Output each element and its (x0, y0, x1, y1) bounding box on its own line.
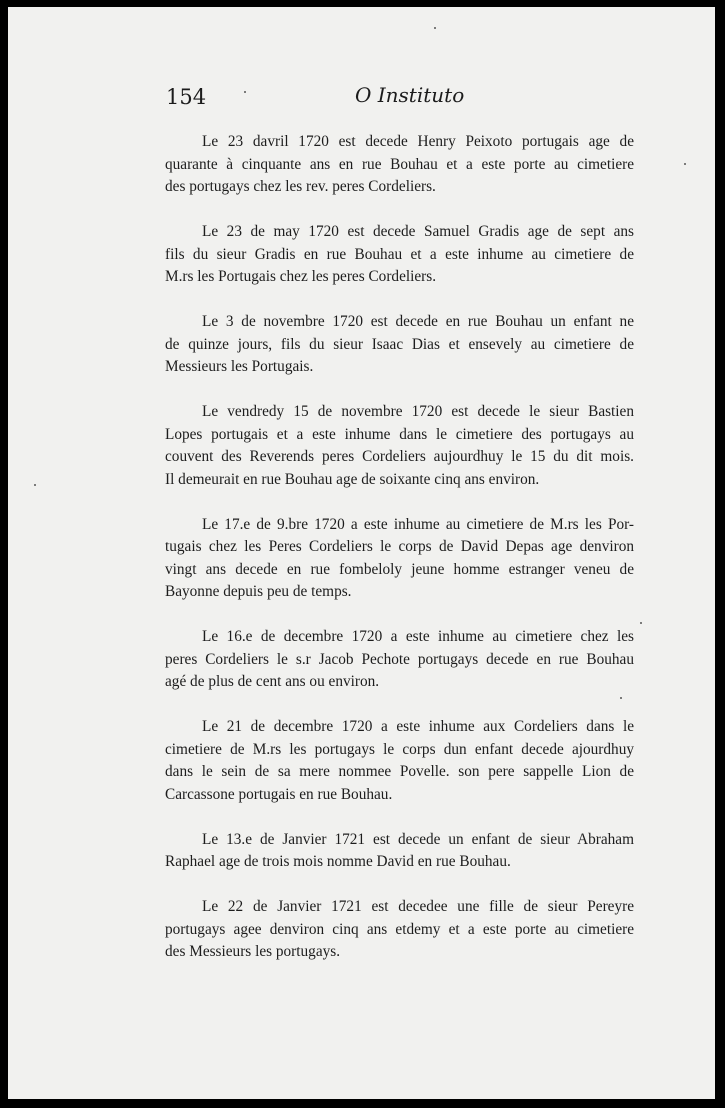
text-line: Le 17.e de 9.bre 1720 a este inhume au cimetiere de M.rs les Por- (202, 515, 634, 533)
scan-speck (620, 697, 622, 699)
text-line: couvent des Reverends peres Cordeliers aujourdhuy le 15 du dit mois. (165, 448, 634, 465)
text-line: Le 22 de Janvier 1721 est decedee une fille de sieur Pereyre (202, 898, 634, 915)
burial-entry (165, 829, 634, 874)
page-body (165, 131, 634, 986)
running-title: O Instituto (355, 83, 465, 107)
burial-entry (165, 896, 634, 964)
text-line: Le 13.e de Janvier 1721 est decede un enfant de sieur Abraham (202, 830, 634, 848)
text-line: portugays agee denviron cinq ans etdemy et a este porte au cimetiere (165, 920, 634, 938)
text-line: de quinze jours, fils du sieur Isaac Dias et ensevely au cimetiere de (165, 335, 634, 353)
text-line: tugais chez les Peres Cordeliers le corps de David Depas age denviron (165, 538, 634, 555)
burial-entry (165, 716, 634, 806)
text-line: vingt ans decede en rue fombeloly jeune homme estranger veneu de (165, 560, 634, 578)
text-line: agé de plus de cent ans ou environ. (165, 673, 380, 690)
text-line: M.rs les Portugais chez les peres Cordeliers. (165, 268, 437, 285)
text-line: Carcassone portugais en rue Bouhau. (165, 785, 393, 803)
scan-speck (434, 27, 436, 29)
burial-entry (165, 221, 634, 289)
text-line: Bayonne depuis peu de temps. (165, 583, 352, 600)
text-line: cimetiere de M.rs les portugays le corps dun enfant decede ajourdhuy (165, 740, 634, 758)
burial-entry (165, 626, 634, 694)
text-line: quarante à cinquante ans en rue Bouhau et a este porte au cimetiere (165, 155, 634, 173)
book-page (8, 7, 715, 1099)
text-line: des portugays chez les rev. peres Cordeliers. (165, 178, 436, 195)
text-line: Le 23 davril 1720 est decede Henry Peixoto portugais age de (202, 133, 634, 150)
text-line: Raphael age de trois mois nomme David en rue Bouhau. (165, 853, 511, 870)
text-line: Le 3 de novembre 1720 est decede en rue Bouhau un enfant ne (202, 313, 634, 330)
page-number: 154 (166, 85, 207, 109)
text-line: peres Cordeliers le s.r Jacob Pechote portugays decede en rue Bouhau (165, 650, 634, 668)
text-line: fils du sieur Gradis en rue Bouhau et a este inhume au cimetiere de (165, 245, 634, 263)
burial-entry (165, 514, 634, 604)
page-header (8, 79, 715, 115)
scan-speck (34, 484, 36, 486)
scan-speck (640, 622, 642, 624)
text-line: Le vendredy 15 de novembre 1720 est decede le sieur Bastien (202, 403, 634, 420)
text-line: Messieurs les Portugais. (165, 358, 314, 375)
text-line: Le 23 de may 1720 est decede Samuel Gradis age de sept ans (202, 223, 634, 240)
burial-entry (165, 131, 634, 199)
text-line: Il demeurait en rue Bouhau age de soixante cinq ans environ. (165, 470, 540, 488)
burial-entry (165, 401, 634, 491)
text-line: dans le sein de sa mere nommee Povelle. son pere sappelle Lion de (165, 763, 634, 780)
text-line: Lopes portugais et a este inhume dans le cimetiere des portugays au (165, 425, 634, 443)
burial-entry (165, 311, 634, 379)
text-line: Le 16.e de decembre 1720 a este inhume au cimetiere chez les (202, 628, 634, 645)
scan-speck (244, 91, 246, 93)
text-line: des Messieurs les portugays. (165, 943, 341, 960)
text-line: Le 21 de decembre 1720 a este inhume aux Cordeliers dans le (202, 718, 634, 735)
scan-speck (684, 163, 686, 165)
